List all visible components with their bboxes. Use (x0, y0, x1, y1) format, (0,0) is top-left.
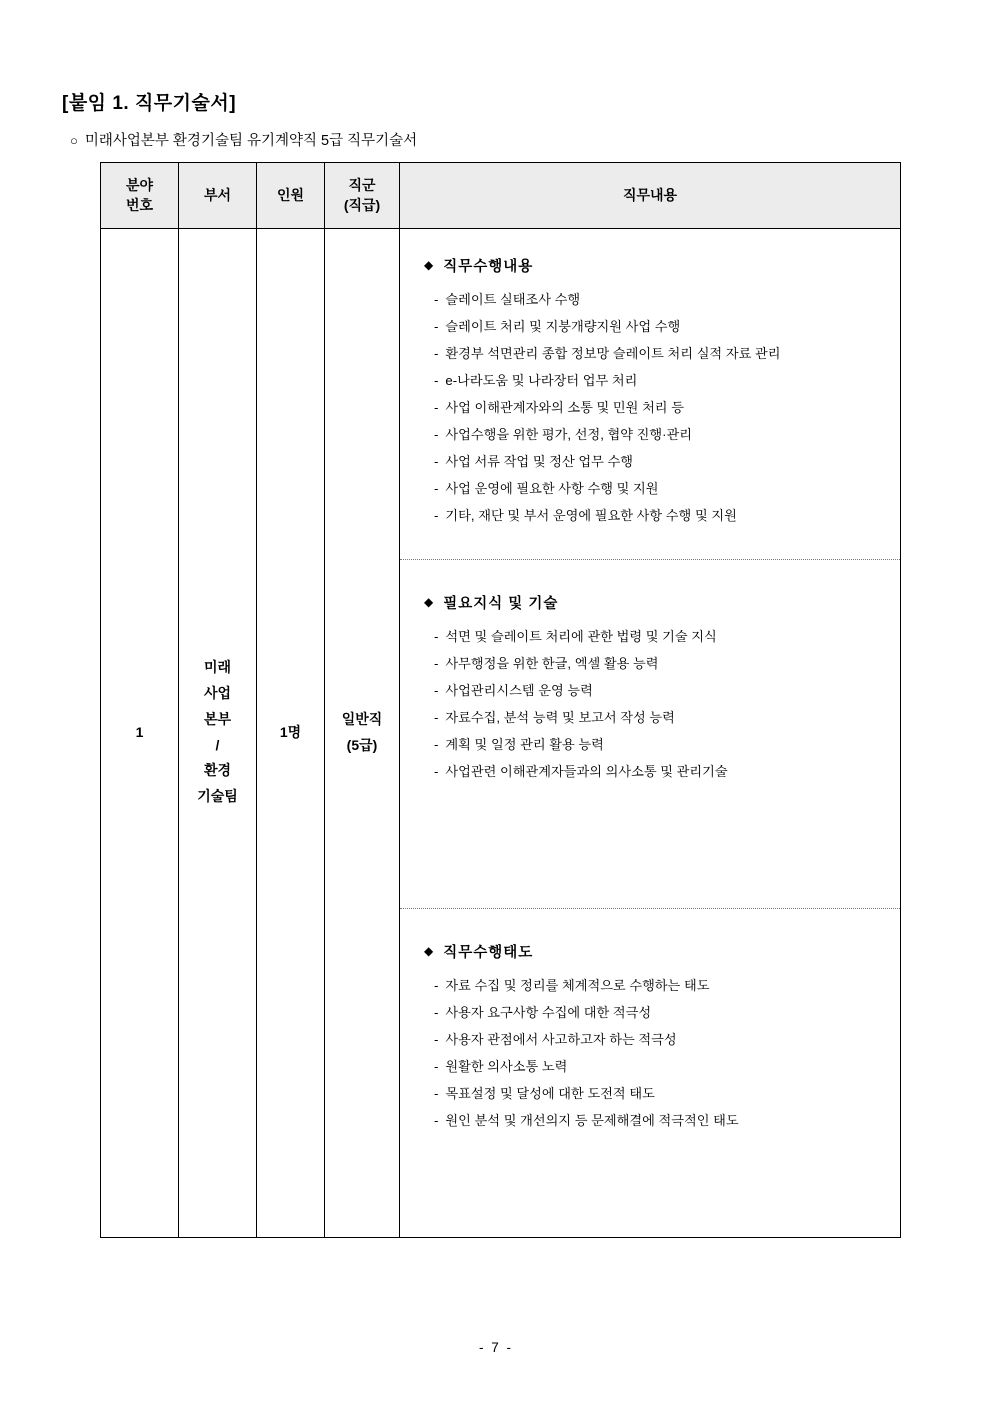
list-item (434, 623, 882, 650)
block-heading-duties (424, 255, 882, 276)
list-item-text: e-나라도움 및 나라장터 업무 처리 (445, 372, 638, 388)
description-block-knowledge (400, 559, 900, 908)
cell-grade (325, 228, 400, 1237)
dash-marker: - (434, 291, 439, 307)
list-item-text: 사용자 요구사항 수집에 대한 적극성 (445, 1004, 652, 1020)
dash-marker: - (434, 1112, 439, 1128)
page-footer: - 7 - (478, 1340, 513, 1355)
list-item (434, 394, 882, 421)
list-item (434, 502, 882, 529)
cell-grade-line1: 일반직 (341, 710, 383, 727)
subtitle-text: 미래사업본부 환경기술팀 유기계약직 5급 직무기술서 (84, 133, 418, 149)
block-spacer (422, 582, 882, 588)
list-item (434, 367, 882, 394)
table-header-row (101, 163, 901, 229)
list-item (434, 286, 882, 313)
list-item (434, 475, 882, 502)
cell-dept-line-2: 본부 (203, 710, 232, 727)
list-item (434, 340, 882, 367)
list-item-text: 기타, 재단 및 부서 운영에 필요한 사항 수행 및 지원 (445, 508, 737, 524)
list-item-text: 사업 운영에 필요한 사항 수행 및 지원 (445, 481, 659, 497)
cell-grade-line2: (5급) (346, 736, 378, 753)
description-block-duties (400, 229, 900, 559)
list-item (434, 1053, 882, 1080)
list-item (434, 677, 882, 704)
cell-dept-line-3: / (215, 736, 220, 753)
cell-dept-line-5: 기술팀 (197, 788, 238, 805)
column-header-grade (325, 163, 400, 229)
dash-marker: - (434, 345, 439, 361)
list-item-text: 사업관리시스템 운영 능력 (445, 682, 593, 698)
diamond-icon: ◆ (424, 944, 435, 959)
dash-marker: - (434, 508, 439, 524)
column-header-grade-line1: 직군 (348, 177, 376, 193)
column-header-description: 직무내용 (400, 163, 901, 229)
list-item (434, 704, 882, 731)
list-item-text: 사업관련 이해관계자들과의 의사소통 및 관리기술 (445, 763, 728, 779)
column-header-grade-line2: (직급) (343, 197, 381, 214)
list-item (434, 421, 882, 448)
list-item (434, 1080, 882, 1107)
dash-marker: - (434, 655, 439, 671)
dash-marker: - (434, 763, 439, 779)
diamond-icon: ◆ (424, 595, 435, 610)
dash-marker: - (434, 426, 439, 442)
page-title: [붙임 1. 직무기술서] (62, 93, 237, 114)
dash-marker: - (434, 453, 439, 469)
dash-marker: - (434, 372, 439, 388)
block-heading-duties-text: 직무수행내용 (443, 258, 534, 275)
list-item (434, 650, 882, 677)
list-item-text: 슬레이트 처리 및 지붕개량지원 사업 수행 (445, 318, 681, 334)
dash-marker: - (434, 682, 439, 698)
list-item-text: 석면 및 슬레이트 처리에 관한 법령 및 기술 지식 (445, 628, 717, 644)
list-item-text: 계획 및 일정 관리 활용 능력 (445, 736, 604, 752)
dash-marker: - (434, 1031, 439, 1047)
dash-marker: - (434, 1085, 439, 1101)
subtitle-row (70, 129, 932, 150)
list-item (434, 1026, 882, 1053)
block-heading-knowledge (424, 592, 882, 613)
list-item (434, 448, 882, 475)
column-header-no-line1: 분야 (125, 177, 154, 193)
list-item-text: 목표설정 및 달성에 대한 도전적 태도 (445, 1085, 655, 1101)
dash-marker: - (434, 1004, 439, 1020)
list-item (434, 758, 882, 785)
list-item-text: 사업 서류 작업 및 정산 업무 수행 (445, 453, 633, 469)
dash-marker: - (434, 977, 439, 993)
list-item-text: 환경부 석면관리 종합 정보망 슬레이트 처리 실적 자료 관리 (445, 345, 781, 361)
dash-marker: - (434, 628, 439, 644)
attitude-list (422, 972, 882, 1134)
duties-list (422, 286, 882, 530)
column-header-count: 인원 (257, 163, 325, 229)
list-item (434, 1107, 882, 1134)
knowledge-list (422, 623, 882, 785)
list-item (434, 313, 882, 340)
description-block-attitude (400, 908, 900, 1237)
list-item (434, 731, 882, 758)
column-header-no (101, 163, 179, 229)
cell-dept-line-4: 환경 (203, 762, 232, 779)
dash-marker: - (434, 318, 439, 334)
block-heading-attitude-text: 직무수행태도 (443, 944, 534, 961)
bullet-circle-icon: ○ (70, 133, 78, 148)
cell-dept (179, 228, 257, 1237)
dash-marker: - (434, 399, 439, 415)
list-item (434, 972, 882, 999)
list-item-text: 원인 분석 및 개선의지 등 문제해결에 적극적인 태도 (445, 1112, 739, 1128)
list-item-text: 사용자 관점에서 사고하고자 하는 적극성 (445, 1031, 677, 1047)
cell-dept-line-0: 미래 (203, 658, 232, 675)
dash-marker: - (434, 481, 439, 497)
block-heading-attitude (424, 941, 882, 962)
list-item-text: 사무행정을 위한 한글, 엑셀 활용 능력 (445, 655, 659, 671)
table-row (101, 228, 901, 1237)
dash-marker: - (434, 736, 439, 752)
list-item-text: 자료수집, 분석 능력 및 보고서 작성 능력 (445, 709, 675, 725)
list-item-text: 자료 수집 및 정리를 체계적으로 수행하는 태도 (445, 977, 710, 993)
block-spacer (422, 931, 882, 937)
dash-marker: - (434, 709, 439, 725)
cell-dept-line-1: 사업 (203, 684, 232, 701)
diamond-icon: ◆ (424, 258, 435, 273)
cell-description (400, 228, 901, 1237)
dash-marker: - (434, 1058, 439, 1074)
cell-no: 1 (101, 228, 179, 1237)
list-item-text: 사업수행을 위한 평가, 선정, 협약 진행·관리 (445, 426, 693, 442)
list-item-text: 사업 이해관계자와의 소통 및 민원 처리 등 (445, 399, 684, 415)
list-item-text: 슬레이트 실태조사 수행 (445, 291, 581, 307)
list-item-text: 원활한 의사소통 노력 (445, 1058, 568, 1074)
job-description-table (100, 162, 901, 1238)
column-header-no-line2: 번호 (125, 197, 154, 214)
list-item (434, 999, 882, 1026)
cell-count: 1명 (257, 228, 325, 1237)
block-heading-knowledge-text: 필요지식 및 기술 (443, 595, 559, 612)
column-header-dept: 부서 (179, 163, 257, 229)
